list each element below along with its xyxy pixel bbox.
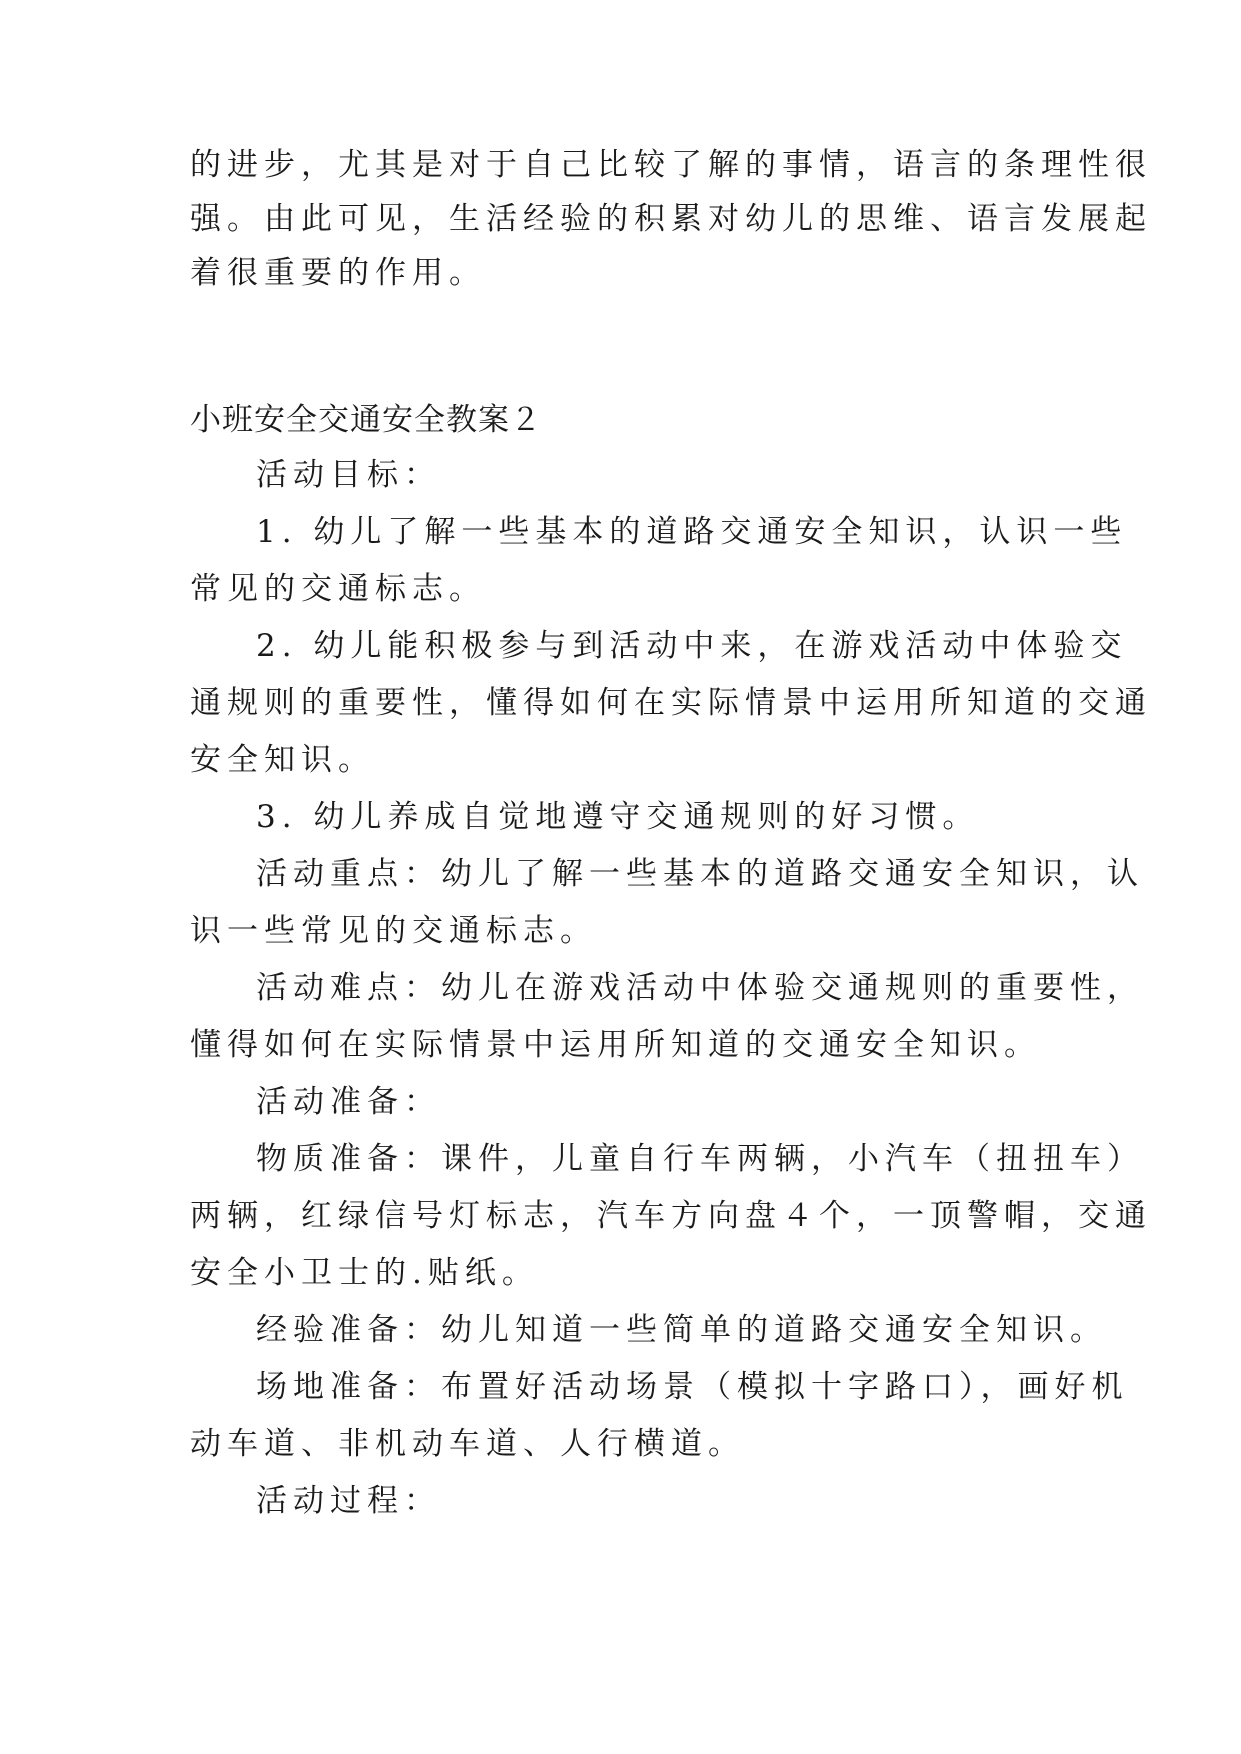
intro-line-3: 着很重要的作用。 — [190, 255, 486, 291]
goal-1-line-2: 常见的交通标志。 — [190, 571, 486, 607]
goal-2-line-3: 安全知识。 — [190, 742, 375, 778]
intro-line-2: 强。由此可见，生活经验的积累对幼儿的思维、语言发展起 — [190, 201, 1152, 237]
key-point-line-2: 识一些常见的交通标志。 — [190, 913, 597, 949]
process-label: 活动过程： — [256, 1483, 441, 1519]
goal-2-line-1: 2. 幼儿能积极参与到活动中来，在游戏活动中体验交 — [256, 628, 1128, 664]
goals-label: 活动目标： — [256, 457, 441, 493]
goal-2-line-2: 通规则的重要性，懂得如何在实际情景中运用所知道的交通 — [190, 685, 1152, 721]
difficulty-line-2: 懂得如何在实际情景中运用所知道的交通安全知识。 — [190, 1027, 1041, 1063]
difficulty-line-1: 活动难点：幼儿在游戏活动中体验交通规则的重要性， — [256, 970, 1144, 1006]
material-line-1: 物质准备：课件，儿童自行车两辆，小汽车（扭扭车） — [256, 1141, 1144, 1177]
venue-line-2: 动车道、非机动车道、人行横道。 — [190, 1426, 745, 1462]
intro-line-1: 的进步，尤其是对于自己比较了解的事情，语言的条理性很 — [190, 147, 1152, 183]
prep-label: 活动准备： — [256, 1084, 441, 1120]
material-line-2: 两辆，红绿信号灯标志，汽车方向盘４个，一顶警帽，交通 — [190, 1198, 1152, 1234]
section-title: 小班安全交通安全教案２ — [190, 402, 542, 438]
key-point-line-1: 活动重点：幼儿了解一些基本的道路交通安全知识，认 — [256, 856, 1144, 892]
experience-line: 经验准备：幼儿知道一些简单的道路交通安全知识。 — [256, 1312, 1107, 1348]
venue-line-1: 场地准备：布置好活动场景（模拟十字路口），画好机 — [256, 1369, 1129, 1405]
goal-3-line: 3. 幼儿养成自觉地遵守交通规则的好习惯。 — [256, 799, 980, 835]
material-line-3: 安全小卫士的.贴纸。 — [190, 1255, 539, 1291]
goal-1-line-1: 1. 幼儿了解一些基本的道路交通安全知识，认识一些 — [256, 514, 1128, 550]
